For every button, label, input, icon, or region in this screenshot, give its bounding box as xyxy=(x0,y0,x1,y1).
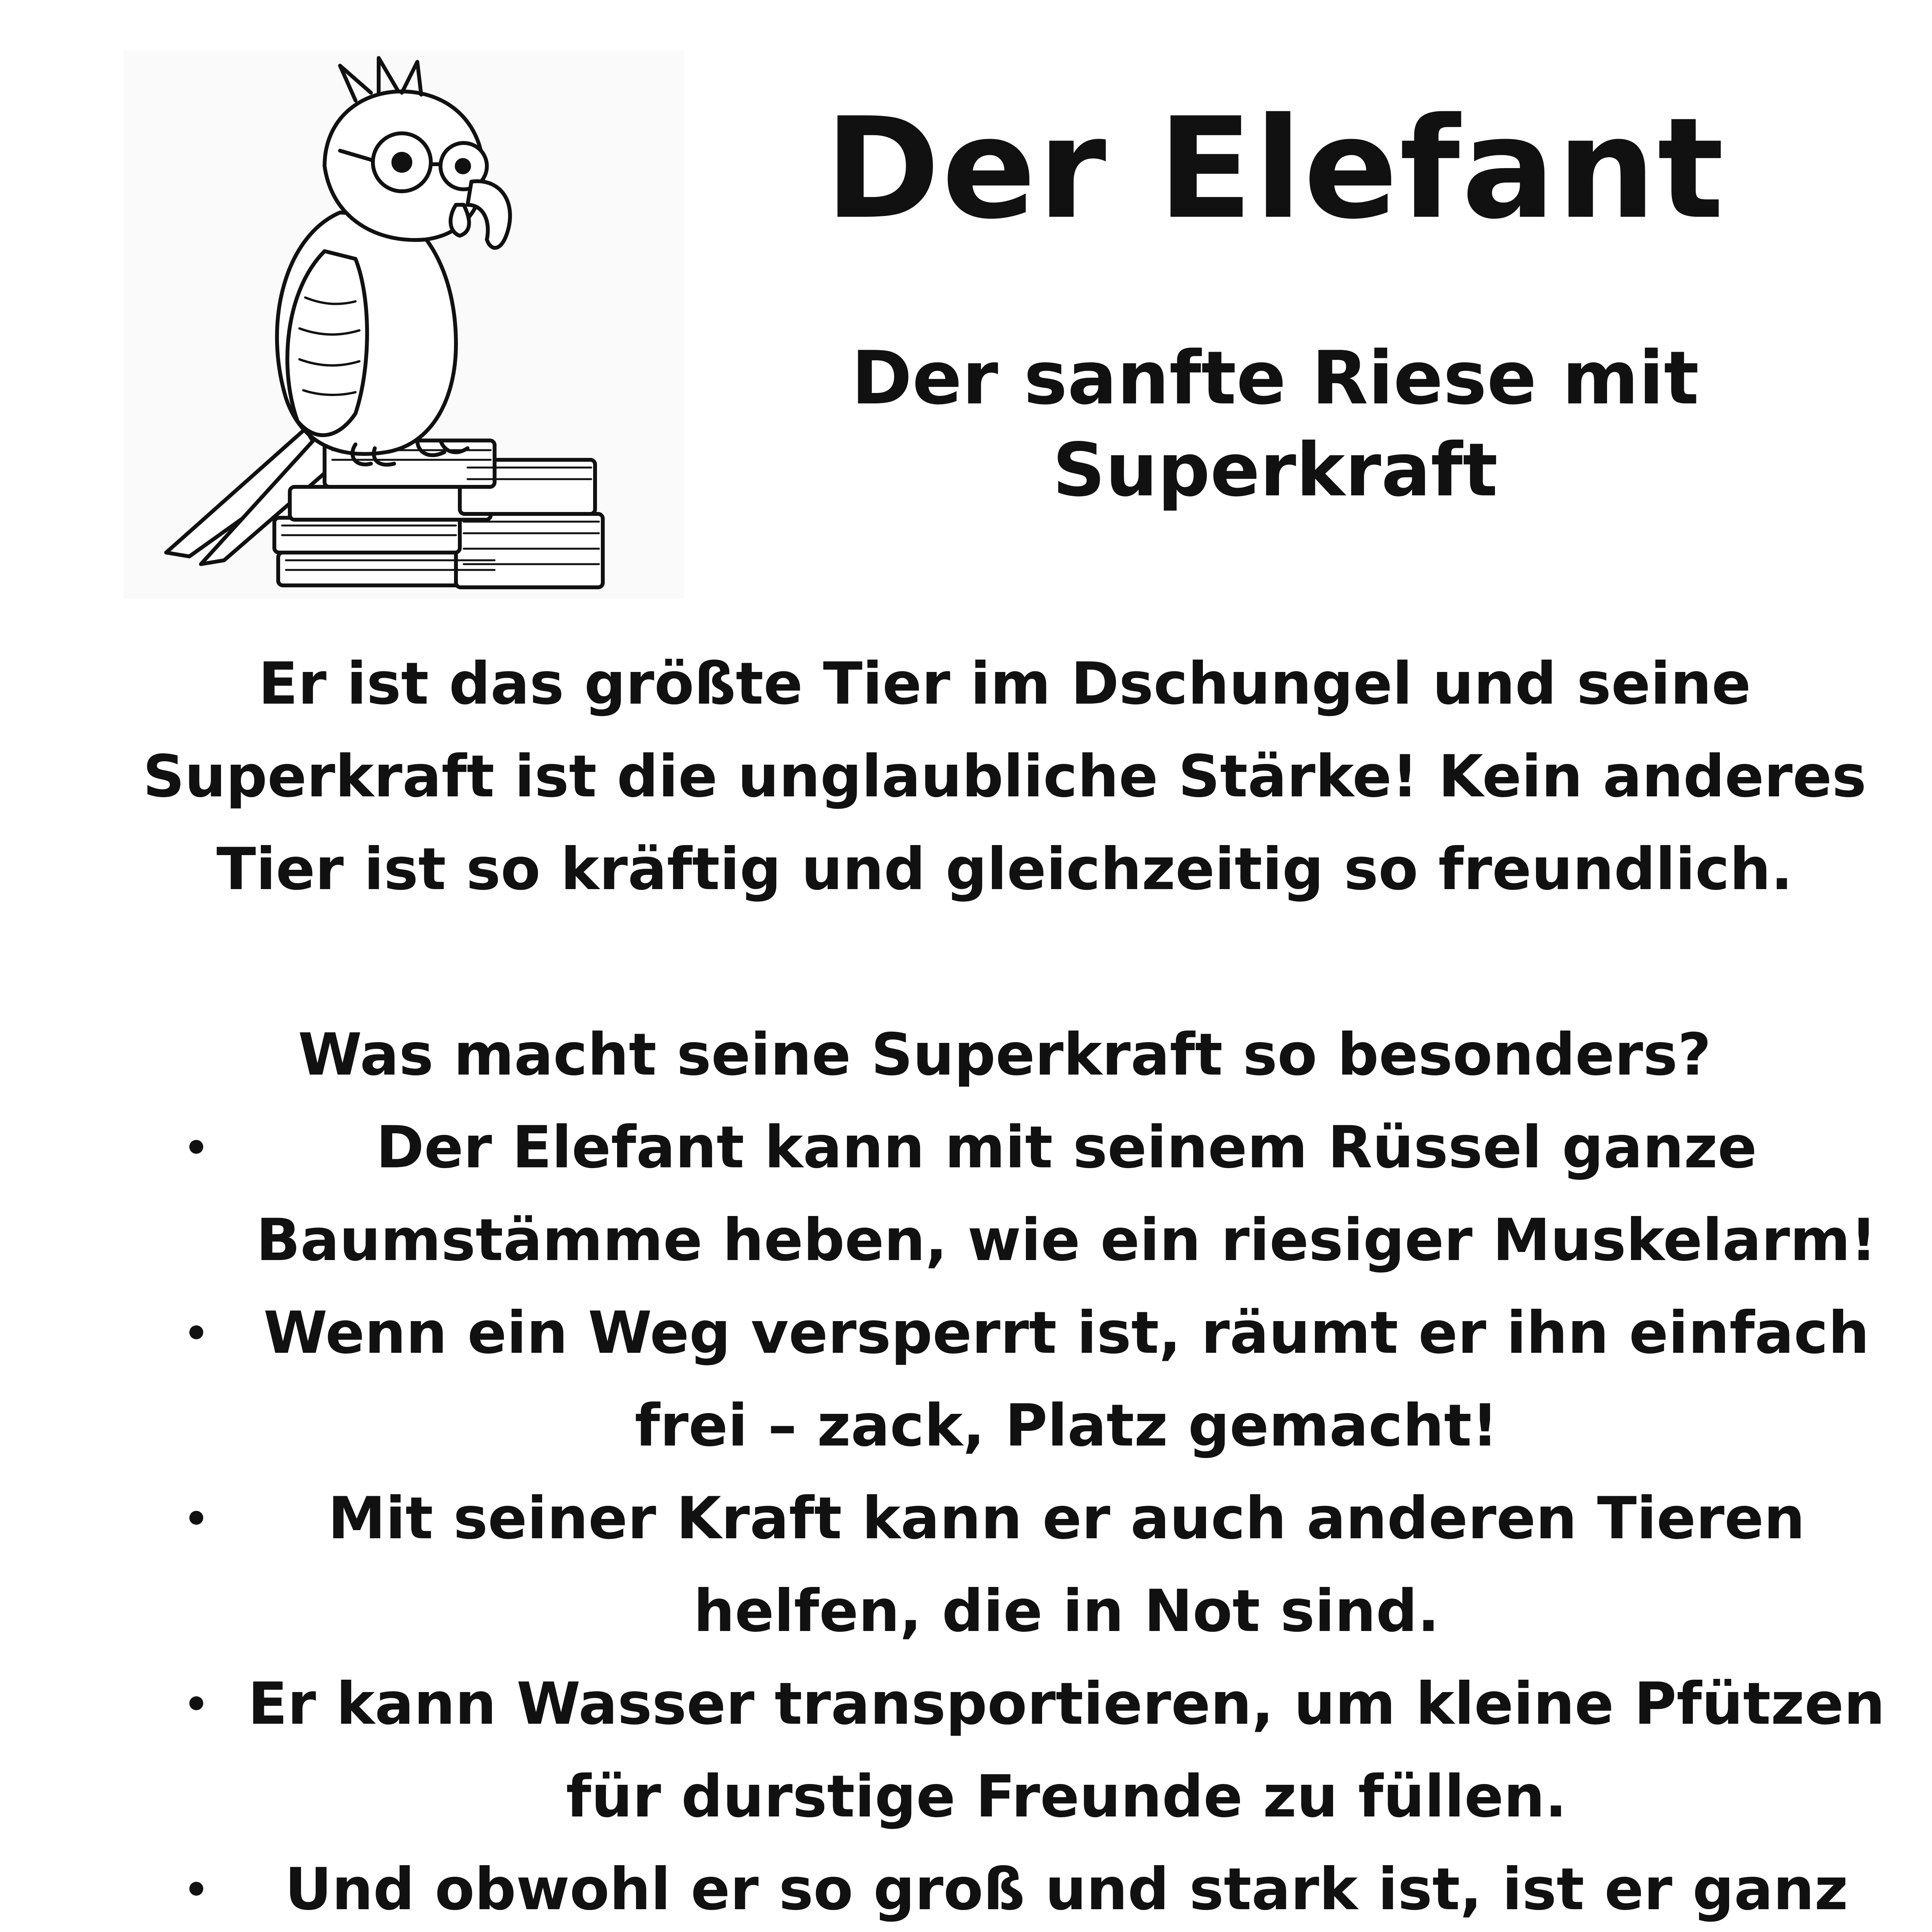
list-item xyxy=(147,1472,1886,1658)
bullet-icon xyxy=(189,1325,203,1339)
list-item xyxy=(147,1287,1886,1472)
list-item-text: Er kann Wasser transportieren, um kleine Pfützen für durstige Freunde zu füllen. xyxy=(248,1670,1885,1830)
intro-paragraph: Er ist das größte Tier im Dschungel und seine Superkraft ist die unglaubliche Stärke! Kein anderes Tier ist so kräftig und gleichzeitig so freundlich. xyxy=(143,650,1867,903)
list-item-text: Wenn ein Weg versperrt ist, räumt er ihn einfach frei – zack, Platz gemacht! xyxy=(263,1299,1870,1459)
bullet-icon xyxy=(189,1140,203,1154)
bullet-icon xyxy=(189,1696,203,1710)
parrot-illustration xyxy=(124,50,684,599)
list-item-text: Und obwohl er so groß und stark ist, ist er ganz xyxy=(285,1856,1848,1923)
bullet-icon xyxy=(189,1882,203,1896)
subtitle-line: Superkraft xyxy=(1052,427,1498,513)
bullet-icon xyxy=(189,1511,203,1525)
question-heading: Was macht seine Superkraft so besonders? xyxy=(298,1021,1711,1088)
page-subtitle xyxy=(792,332,1758,516)
list-item xyxy=(147,1101,1886,1287)
list-item-text: Der Elefant kann mit seinem Rüssel ganze Baumstämme heben, wie ein riesiger Muskelarm! xyxy=(256,1114,1877,1274)
superpower-list xyxy=(147,1101,1886,1932)
subtitle-line: Der sanfte Riese mit xyxy=(851,335,1699,421)
list-item-text: Mit seiner Kraft kann er auch anderen Tieren helfen, die in Not sind. xyxy=(328,1485,1805,1645)
page-title: Der Elefant xyxy=(825,88,1726,250)
list-item xyxy=(147,1658,1886,1843)
parrot-with-glasses-icon xyxy=(124,50,684,599)
list-item xyxy=(147,1843,1886,1932)
